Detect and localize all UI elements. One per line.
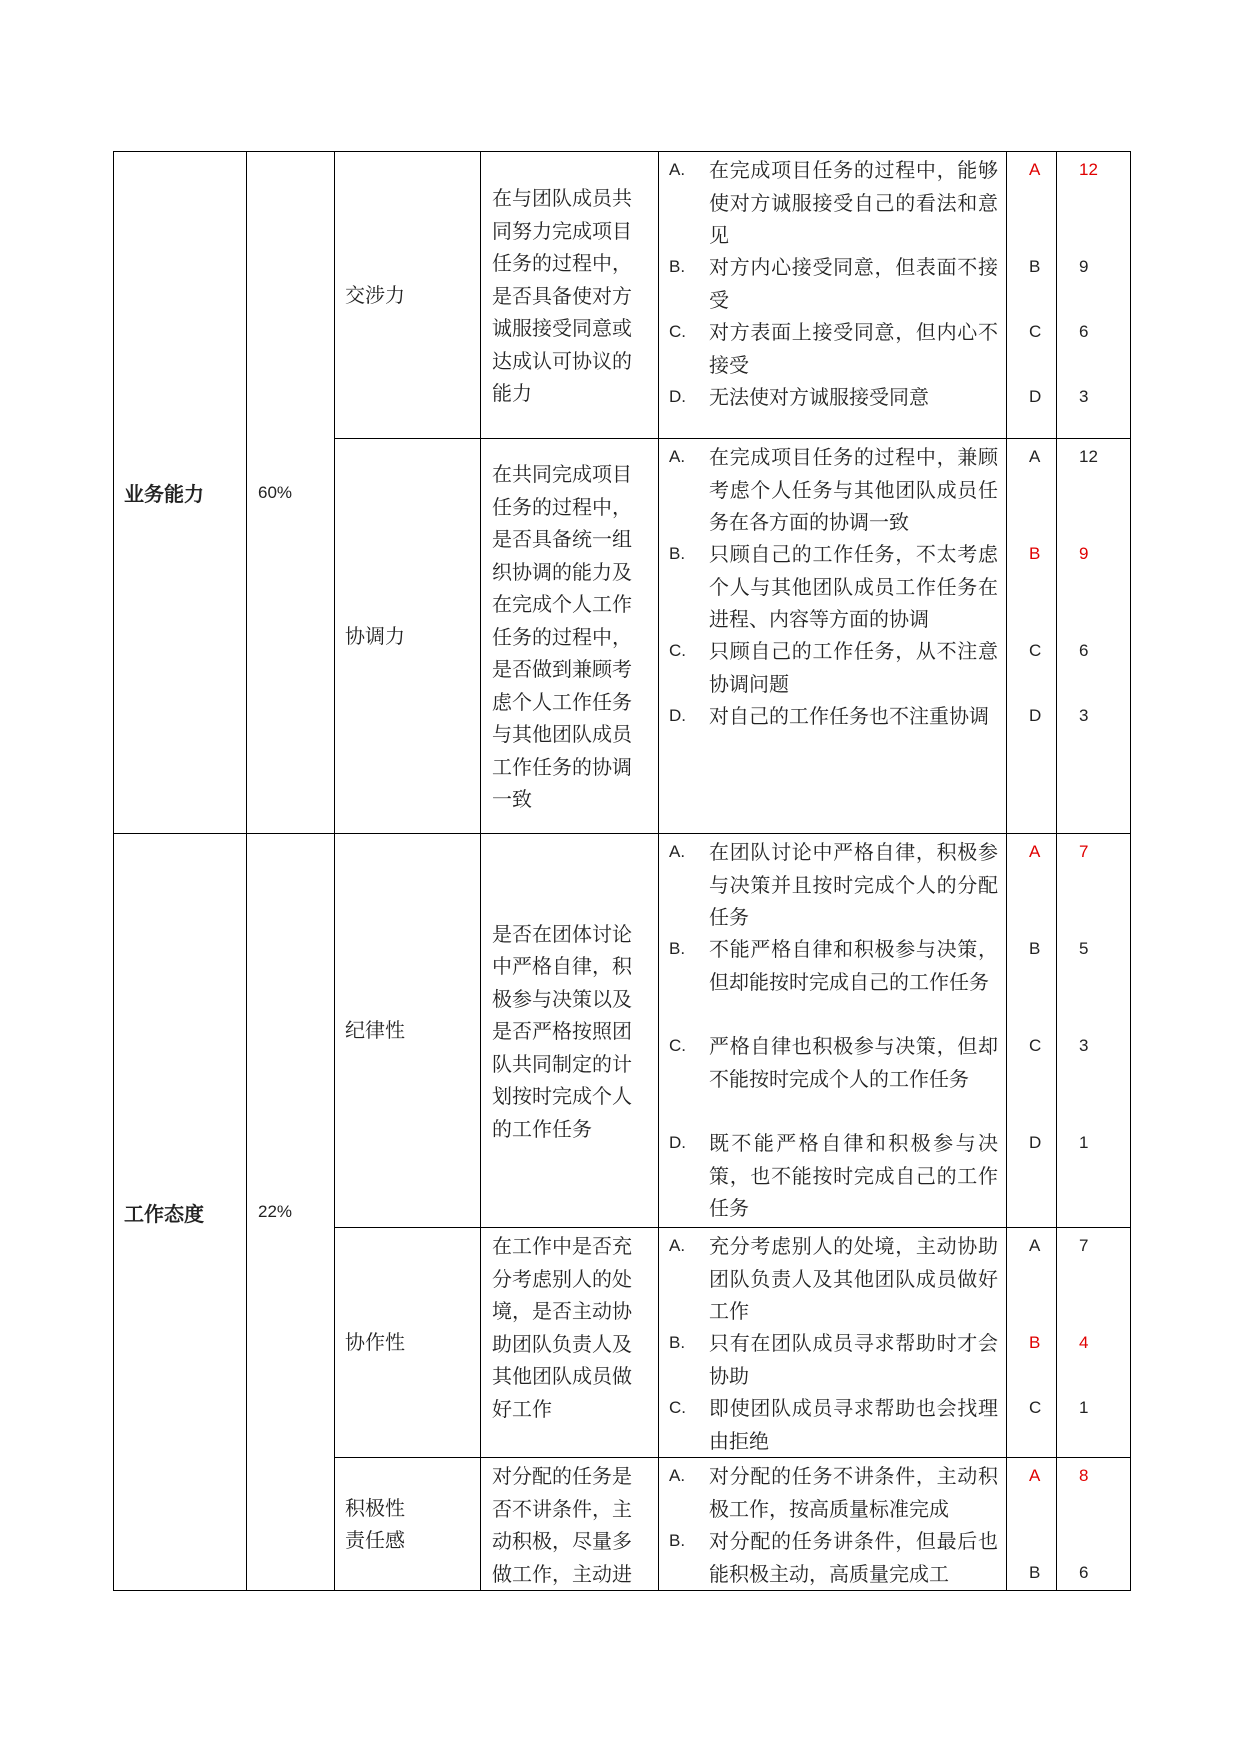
option-label: B	[1029, 939, 1041, 958]
option-scores	[1057, 152, 1131, 439]
option-score: 5	[1079, 939, 1089, 958]
criterion-description: 在工作中是否充分考虑别人的处境，是否主动协助团队负责人及其他团队成员做好工作	[481, 1228, 659, 1458]
option-label: A	[1029, 160, 1041, 179]
options-cell	[659, 1228, 1007, 1458]
option-item: B. 只有在团队成员寻求帮助时才会协助	[669, 1331, 998, 1388]
option-score: 6	[1079, 1563, 1089, 1582]
option-label: D	[1029, 387, 1042, 406]
criterion-description: 对分配的任务是否不讲条件，主动积极，尽量多做工作，主动进	[481, 1458, 659, 1591]
option-score: 1	[1079, 1398, 1089, 1417]
option-score: 7	[1079, 842, 1089, 861]
option-label: C	[1029, 641, 1042, 660]
criterion-description: 是否在团体讨论中严格自律，积极参与决策以及是否严格按照团队共同制定的计划按时完成个人的工作任务	[481, 834, 659, 1228]
option-score: 12	[1079, 160, 1098, 179]
options-cell	[659, 1458, 1007, 1591]
option-scores	[1057, 439, 1131, 834]
option-item: A. 充分考虑别人的处境，主动协助团队负责人及其他团队成员做好工作	[669, 1234, 998, 1323]
option-score: 9	[1079, 544, 1089, 563]
option-label: B	[1029, 257, 1041, 276]
option-label: B	[1029, 1563, 1041, 1582]
criterion-name-line: 积极性	[345, 1495, 405, 1520]
option-labels	[1007, 834, 1057, 1228]
option-label: A	[1029, 842, 1041, 861]
option-labels	[1007, 439, 1057, 834]
option-label: C	[1029, 322, 1042, 341]
option-label: A	[1029, 1466, 1041, 1485]
category-cell: 业务能力	[114, 152, 247, 834]
category-cell: 工作态度	[114, 834, 247, 1591]
criterion-name: 协作性	[335, 1228, 481, 1458]
option-item: B. 对分配的任务讲条件，但最后也能积极主动，高质量完成工	[669, 1529, 998, 1586]
option-item: B. 不能严格自律和积极参与决策，但却能按时完成自己的工作任务	[669, 937, 998, 994]
option-labels	[1007, 1228, 1057, 1458]
option-scores	[1057, 1228, 1131, 1458]
option-item: D. 无法使对方诚服接受同意	[669, 385, 929, 409]
option-label: B	[1029, 544, 1041, 563]
option-score: 3	[1079, 1036, 1089, 1055]
option-item: D. 既不能严格自律和积极参与决策，也不能按时完成自己的工作任务	[669, 1131, 998, 1220]
option-item: B. 对方内心接受同意，但表面不接受	[669, 255, 998, 312]
option-score: 4	[1079, 1333, 1089, 1352]
criterion-name: 协调力	[335, 439, 481, 834]
option-item: A. 在团队讨论中严格自律，积极参与决策并且按时完成个人的分配任务	[669, 840, 998, 929]
option-scores	[1057, 1458, 1131, 1591]
table-row	[114, 834, 1131, 1228]
weight-cell: 22%	[247, 834, 335, 1591]
criterion-description: 在与团队成员共同努力完成项目任务的过程中，是否具备使对方诚服接受同意或达成认可协议的能力	[481, 152, 659, 439]
options-cell	[659, 152, 1007, 439]
option-label: C	[1029, 1398, 1042, 1417]
option-score: 12	[1079, 447, 1098, 466]
option-score: 6	[1079, 322, 1089, 341]
option-score: 3	[1079, 706, 1089, 725]
criterion-name-line: 责任感	[345, 1528, 405, 1552]
option-label: A	[1029, 1236, 1041, 1255]
option-label: B	[1029, 1333, 1041, 1352]
option-scores	[1057, 834, 1131, 1228]
criterion-name	[335, 1458, 481, 1591]
option-item: A. 对分配的任务不讲条件，主动积极工作，按高质量标准完成	[669, 1464, 998, 1521]
option-score: 9	[1079, 257, 1089, 276]
option-item: C. 对方表面上接受同意，但内心不接受	[669, 320, 998, 377]
option-score: 1	[1079, 1133, 1089, 1152]
weight-cell: 60%	[247, 152, 335, 834]
options-cell	[659, 834, 1007, 1228]
option-score: 7	[1079, 1236, 1089, 1255]
option-labels	[1007, 1458, 1057, 1591]
option-score: 3	[1079, 387, 1089, 406]
option-label: A	[1029, 447, 1041, 466]
option-item: C. 只顾自己的工作任务，从不注意协调问题	[669, 639, 998, 696]
criterion-name: 交涉力	[335, 152, 481, 439]
option-label: D	[1029, 706, 1042, 725]
option-item: A. 在完成项目任务的过程中，能够使对方诚服接受自己的看法和意见	[669, 158, 998, 247]
option-item: D. 对自己的工作任务也不注重协调	[669, 704, 989, 728]
option-item: A. 在完成项目任务的过程中，兼顾考虑个人任务与其他团队成员任务在各方面的协调一致	[669, 445, 998, 534]
criterion-description: 在共同完成项目任务的过程中，是否具备统一组织协调的能力及在完成个人工作任务的过程中，是否做到兼顾考虑个人工作任务与其他团队成员工作任务的协调一致	[481, 439, 659, 834]
criterion-name: 纪律性	[335, 834, 481, 1228]
table-row	[114, 152, 1131, 439]
option-label: C	[1029, 1036, 1042, 1055]
option-label: D	[1029, 1133, 1042, 1152]
option-score: 8	[1079, 1466, 1089, 1485]
options-cell	[659, 439, 1007, 834]
option-item: B. 只顾自己的工作任务，不太考虑个人与其他团队成员工作任务在进程、内容等方面的协调	[669, 542, 998, 631]
option-labels	[1007, 152, 1057, 439]
option-score: 6	[1079, 641, 1089, 660]
option-item: C. 严格自律也积极参与决策，但却不能按时完成个人的工作任务	[669, 1034, 998, 1091]
evaluation-table	[113, 151, 1131, 1591]
option-item: C. 即使团队成员寻求帮助也会找理由拒绝	[669, 1396, 998, 1453]
